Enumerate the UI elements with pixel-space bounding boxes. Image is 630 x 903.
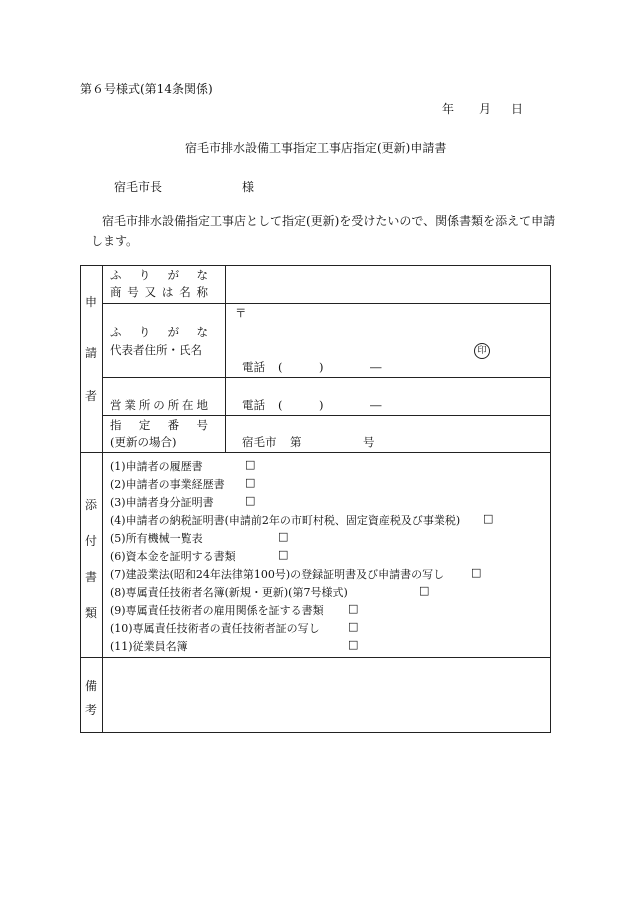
seal-mark: 印 — [474, 343, 490, 359]
date-month: 月 — [479, 102, 492, 116]
postal-mark: 〒 — [235, 306, 247, 320]
rep-label: 代表者住所・氏名 — [110, 343, 202, 357]
attach-side-label-4: 類 — [84, 606, 97, 620]
rep-kana: ふ り が な — [110, 325, 208, 339]
attachment-checkbox[interactable]: □ — [483, 512, 494, 525]
application-form-table — [80, 265, 551, 733]
attachment-checkbox[interactable]: □ — [348, 638, 359, 651]
designation-city: 宿毛市 — [242, 435, 277, 449]
attachment-checkbox[interactable]: □ — [278, 530, 289, 543]
date-year: 年 — [442, 102, 455, 116]
remarks-side-label-2: 考 — [84, 703, 97, 717]
designation-suffix: 号 — [363, 435, 375, 449]
applicant-side-label-1: 申 — [84, 295, 97, 309]
attach-side-label-3: 書 — [84, 570, 97, 584]
date-day: 日 — [511, 102, 524, 116]
attachment-checkbox[interactable]: □ — [245, 458, 256, 471]
form-number: 第６号様式(第14条関係) — [80, 82, 213, 96]
attachment-item: (8)専属責任技術者名簿(新規・更新)(第7号様式) — [110, 586, 348, 599]
office-phone-dash: ― — [370, 398, 382, 412]
attach-side-label-2: 付 — [84, 534, 97, 548]
attachment-checkbox[interactable]: □ — [278, 548, 289, 561]
intro-line-1: 宿毛市排水設備指定工事店として指定(更新)を受けたいので、関係書類を添えて申請 — [102, 214, 556, 228]
attachment-item: (5)所有機械一覧表 — [110, 532, 203, 545]
rep-phone-close: ) — [319, 360, 324, 374]
attachment-item: (4)申請者の納税証明書(申請前2年の市町村税、固定資産税及び事業税) — [110, 514, 461, 527]
applicant-side-label-2: 請 — [84, 346, 97, 360]
rep-phone-dash: ― — [370, 360, 382, 374]
document-title: 宿毛市排水設備工事指定工事店指定(更新)申請書 — [185, 141, 447, 155]
attachment-item: (9)専属責任技術者の雇用関係を証する書類 — [110, 604, 324, 617]
designation-sub: (更新の場合) — [110, 435, 177, 449]
addressee-name: 宿毛市長 — [114, 180, 163, 194]
attachment-checkbox[interactable]: □ — [348, 620, 359, 633]
intro-line-2: します。 — [91, 234, 139, 248]
office-label: 営 業 所 の 所 在 地 — [110, 398, 208, 412]
attach-side-label-1: 添 — [84, 498, 97, 512]
attachment-item: (7)建設業法(昭和24年法律第100号)の登録証明書及び申請書の写し — [110, 568, 445, 581]
attachment-item: (2)申請者の事業経歴書 — [110, 478, 225, 491]
attachment-checkbox[interactable]: □ — [348, 602, 359, 615]
attachment-checkbox[interactable]: □ — [245, 494, 256, 507]
remarks-side-label-1: 備 — [84, 679, 97, 693]
attachment-checkbox[interactable]: □ — [419, 584, 430, 597]
attachment-item: (10)専属責任技術者の責任技術者証の写し — [110, 622, 320, 635]
rep-phone-open: ( — [278, 360, 283, 374]
attachment-item: (11)従業員名簿 — [110, 640, 188, 653]
attachment-item: (1)申請者の履歴書 — [110, 460, 203, 473]
office-phone-close: ) — [319, 398, 324, 412]
attachment-checkbox[interactable]: □ — [245, 476, 256, 489]
attachment-item: (6)資本金を証明する書類 — [110, 550, 236, 563]
trade-name-kana: ふ り が な — [110, 268, 208, 282]
designation-prefix: 第 — [290, 435, 302, 449]
designation-label: 指 定 番 号 — [110, 418, 208, 432]
rep-phone-label: 電話 — [242, 360, 265, 374]
applicant-side-label-3: 者 — [84, 389, 97, 403]
office-phone-open: ( — [278, 398, 283, 412]
attachment-checkbox[interactable]: □ — [471, 566, 482, 579]
attachment-item: (3)申請者身分証明書 — [110, 496, 214, 509]
trade-name-label: 商 号 又 は 名 称 — [110, 285, 208, 299]
addressee-honorific: 様 — [242, 180, 255, 194]
remarks-field[interactable] — [110, 663, 540, 725]
office-phone-label: 電話 — [242, 398, 265, 412]
